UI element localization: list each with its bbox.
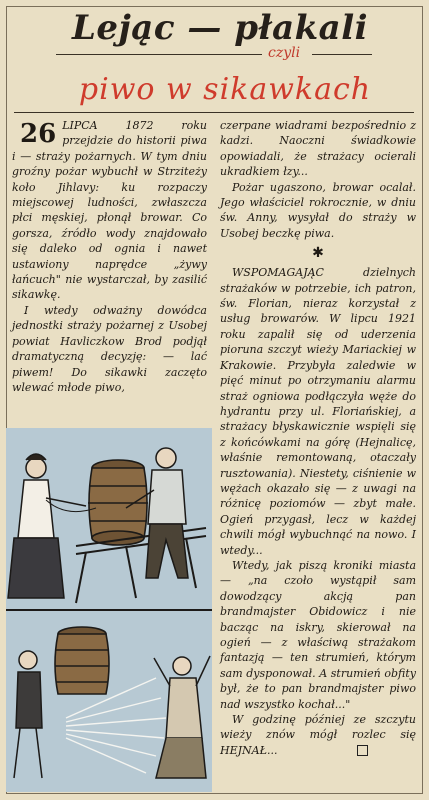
- drop-number: 26: [20, 119, 57, 149]
- barrel-icon: [88, 460, 148, 545]
- headline-czyli: czyli: [268, 45, 301, 61]
- left-paragraph-1: [12, 118, 207, 303]
- article-right-column: [220, 118, 416, 758]
- illustration-firemen-beer: [6, 428, 212, 792]
- end-mark-icon: [357, 745, 368, 756]
- headline-rule-right: [312, 54, 372, 55]
- headline-rule-left: [56, 54, 262, 55]
- right-paragraph-4: Wtedy, jak piszą kroniki miasta — „na czoło wystąpił sam dowodzący akcją pan brandmajster Obidowicz i nie bacząc na iskry, skierował na ogień — z właściwą strażakom fantazją — ten strumień, którym sam dysponował. A strumień obfity był, że to pan brandmajster piwo nad wszystko kochał...": [220, 558, 416, 711]
- barrel-icon-2: [55, 627, 109, 694]
- section-separator-star: ✱: [312, 245, 324, 262]
- article-left-column: [12, 118, 207, 395]
- headline-underline: [14, 112, 414, 113]
- left-paragraph-2: I wtedy odważny dowódca jednostki straży pożarnej z Usobej powiat Havliczkow Brod podjął dramatyczną decyzję: — lać piwem! Do sikawki zaczęto wlewać młode piwo,: [12, 303, 207, 394]
- headline-title: Lejąc — płakali: [71, 8, 369, 48]
- left-paragraph-1-text: LIPCA 1872 roku przejdzie do historii piwa i — straży pożarnych. W tym dniu groźny pożar wybuchł w Strziteży koło Jihlavy: ku rozpaczy miejscowej ludności, zwłaszcza płci męskiej, płonął browar. Co gorsza, źródło wody znajdowało się daleko od ognia i nawet ustawiony naprędce „żywy łańcuch" nie wystarczał, by zasilić sikawkę.: [12, 119, 207, 302]
- right-paragraph-2: Pożar ugaszono, browar ocalał. Jego właściciel rokrocznie, w dniu św. Anny, wysyłał do straży w Usobej beczkę piwa.: [220, 180, 416, 240]
- right-paragraph-5-text: W godzinę później ze szczytu wieży znów mógł rozlec się HEJNAŁ...: [220, 713, 416, 757]
- right-paragraph-1: czerpane wiadrami bezpośrednio z kadzi. Naoczni świadkowie opowiadali, że strażacy ocierali ukradkiem łzy...: [220, 119, 416, 179]
- headline-subtitle: piwo w sikawkach: [78, 72, 372, 107]
- right-paragraph-3: WSPOMAGAJĄC dzielnych strażaków w potrzebie, ich patron, św. Florian, nieraz korzystał z usług browarów. W lipcu 1921 roku zapalił się od uderzenia pioruna szczyt wieży Mariackiej w Krakowie. Przybyła zaledwie w pięć minut po otrzymaniu alarmu straż ogniowa podłączyła węże do hydrantu przy ul. Floriańskiej, a strażacy błyskawicznie wspięli się z końcówkami na górę (Hejnalicę, właśnie remontowaną, otaczały rusztowania). Niestety, ciśnienie w wężach okazało się — z uwagi na różnicę poziomów — zbyt małe. Ogień przygasł, lecz w każdej chwili mógł wybuchnąć na nowo. I wtedy...: [220, 266, 416, 557]
- right-paragraph-5: [220, 712, 416, 758]
